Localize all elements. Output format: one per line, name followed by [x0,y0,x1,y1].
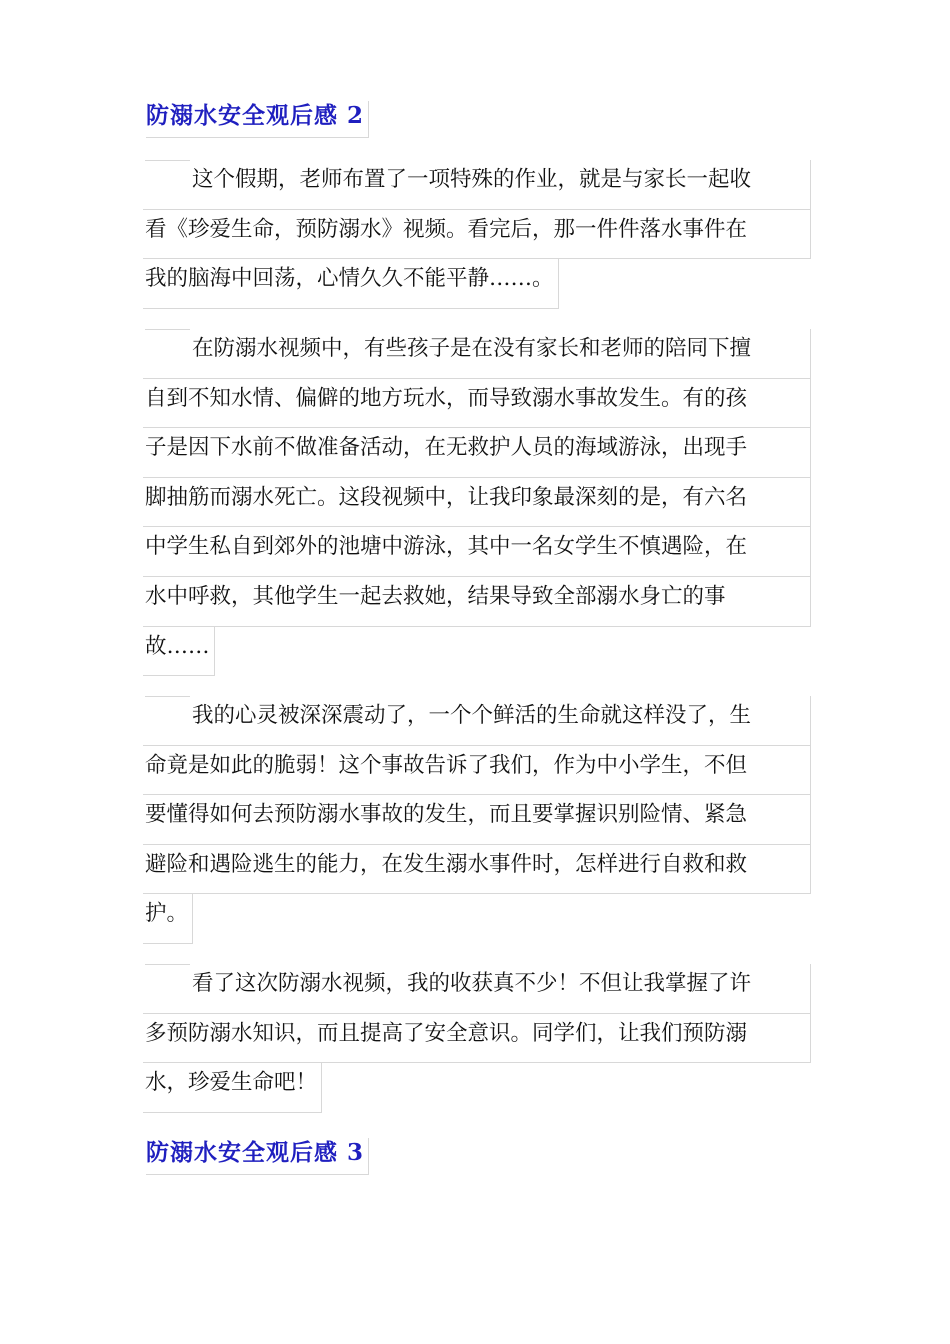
paragraph-line: 多预防溺水知识，而且提高了安全意识。同学们，让我们预防溺 [143,1014,811,1064]
paragraph-line: 护。 [143,894,193,944]
paragraph-line: 我的心灵被深深震动了，一个个鲜活的生命就这样没了，生 [143,696,811,746]
paragraph-line: 看《珍爱生命，预防溺水》视频。看完后，那一件件落水事件在 [143,210,811,260]
paragraph-line: 水中呼救，其他学生一起去救她，结果导致全部溺水身亡的事 [143,577,811,627]
paragraph-line: 要懂得如何去预防溺水事故的发生，而且要掌握识别险情、紧急 [143,795,811,845]
paragraph-line: 在防溺水视频中，有些孩子是在没有家长和老师的陪同下擅 [143,329,811,379]
section-heading: 防溺水安全观后感 2 [146,101,369,138]
section-heading: 防溺水安全观后感 3 [146,1138,369,1175]
paragraph-line: 看了这次防溺水视频，我的收获真不少！不但让我掌握了许 [143,964,811,1014]
paragraph-line: 命竟是如此的脆弱！这个事故告诉了我们，作为中小学生，不但 [143,746,811,796]
paragraph-line: 故…… [143,627,215,677]
paragraph-line: 水，珍爱生命吧！ [143,1063,322,1113]
paragraph [143,329,811,676]
paragraph-line: 避险和遇险逃生的能力，在发生溺水事件时，怎样进行自救和救 [143,845,811,895]
paragraph-line: 我的脑海中回荡，心情久久不能平静……。 [143,259,559,309]
paragraph [143,160,811,309]
paragraph-line: 自到不知水情、偏僻的地方玩水，而导致溺水事故发生。有的孩 [143,379,811,429]
paragraph-line: 这个假期，老师布置了一项特殊的作业，就是与家长一起收 [143,160,811,210]
paragraph-line: 中学生私自到郊外的池塘中游泳，其中一名女学生不慎遇险，在 [143,527,811,577]
paragraph [143,696,811,944]
paragraph-line: 脚抽筋而溺水死亡。这段视频中，让我印象最深刻的是，有六名 [143,478,811,528]
paragraph [143,964,811,1113]
paragraph-line: 子是因下水前不做准备活动，在无救护人员的海域游泳，出现手 [143,428,811,478]
